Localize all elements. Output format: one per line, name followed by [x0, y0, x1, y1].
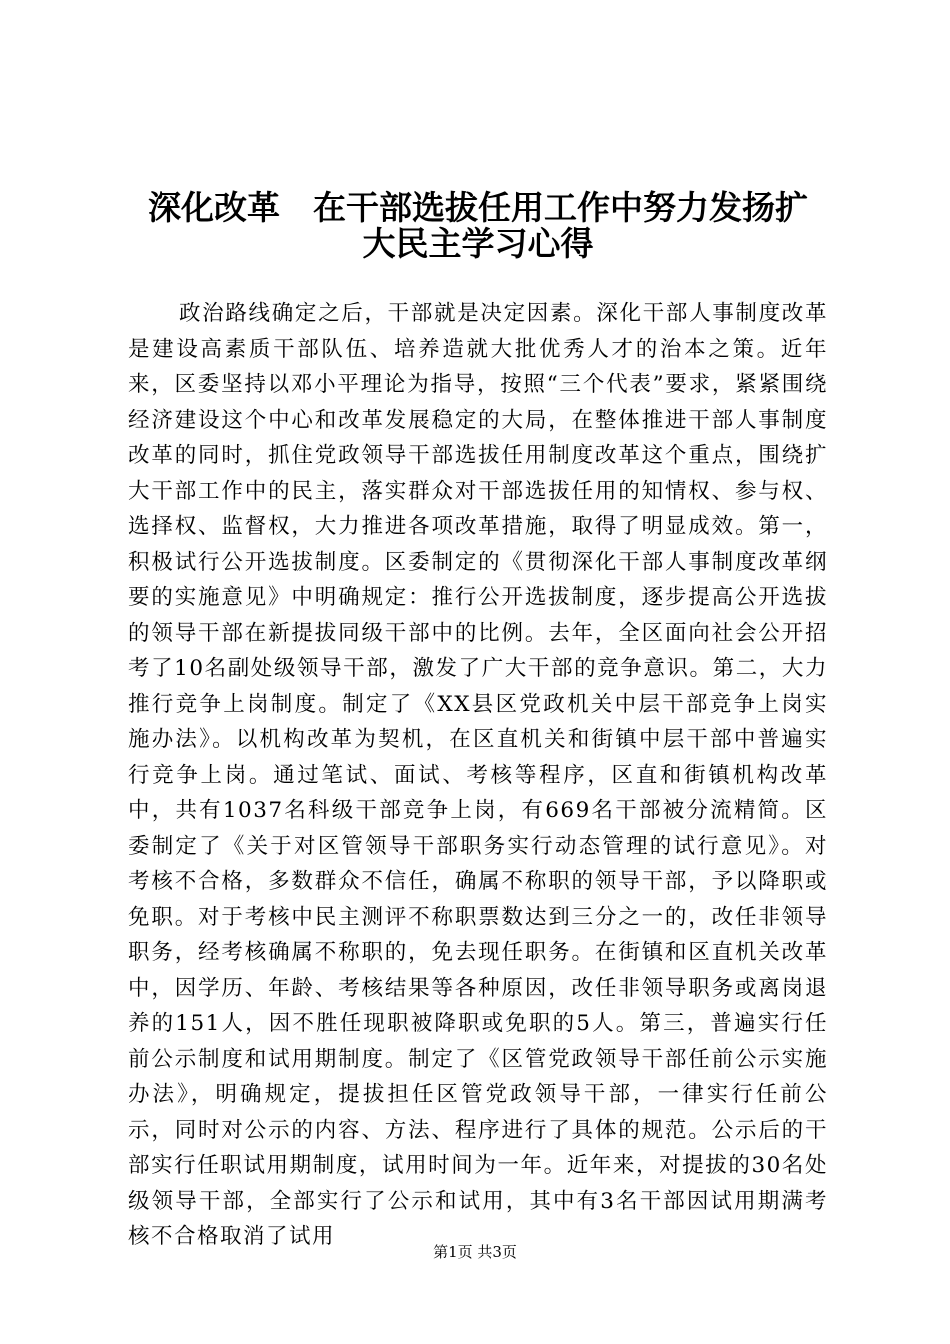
- page-number: 第1页 共3页: [433, 1243, 517, 1261]
- document-title-line-2: 大民主学习心得: [362, 224, 594, 263]
- body-paragraph: 政治路线确定之后，干部就是决定因素。深化干部人事制度改革是建设高素质干部队伍、培养造就大批优秀人才的治本之策。近年来，区委坚持以邓小平理论为指导，按照“三个代表”要求，紧紧围绕经济建设这个中心和改革发展稳定的大局，在整体推进干部人事制度改革的同时，抓住党政领导干部选拔任用制度改革这个重点，围绕扩大干部工作中的民主，落实群众对干部选拔任用的知情权、参与权、选择权、监督权，大力推进各项改革措施，取得了明显成效。第一，积极试行公开选拔制度。区委制定的《贯彻深化干部人事制度改革纲要的实施意见》中明确规定：推行公开选拔制度，逐步提高公开选拔的领导干部在新提拔同级干部中的比例。去年，全区面向社会公开招考了10名副处级领导干部，激发了广大干部的竞争意识。第二，大力推行竞争上岗制度。制定了《XX县区党政机关中层干部竞争上岗实施办法》。以机构改革为契机，在区直机关和街镇中层干部中普遍实行竞争上岗。通过笔试、面试、考核等程序，区直和街镇机构改革中，共有1037名科级干部竞争上岗，有669名干部被分流精简。区委制定了《关于对区管领导干部职务实行动态管理的试行意见》。对考核不合格，多数群众不信任，确属不称职的领导干部，予以降职或免职。对于考核中民主测评不称职票数达到三分之一的，改任非领导职务，经考核确属不称职的，免去现任职务。在街镇和区直机关改革中，因学历、年龄、考核结果等各种原因，改任非领导职务或离岗退养的151人，因不胜任现职被降职或免职的5人。第三，普遍实行任前公示制度和试用期制度。制定了《区管党政领导干部任前公示实施办法》，明确规定，提拔担任区管党政领导干部，一律实行任前公示，同时对公示的内容、方法、程序进行了具体的规范。公示后的干部实行任职试用期制度，试用时间为一年。近年来，对提拔的30名处级领导干部，全部实行了公示和试用，其中有3名干部因试用期满考核不合格取消了试用: [128, 301, 828, 1249]
- document-title-line-1: 深化改革 在干部选拔任用工作中努力发扬扩: [148, 188, 808, 227]
